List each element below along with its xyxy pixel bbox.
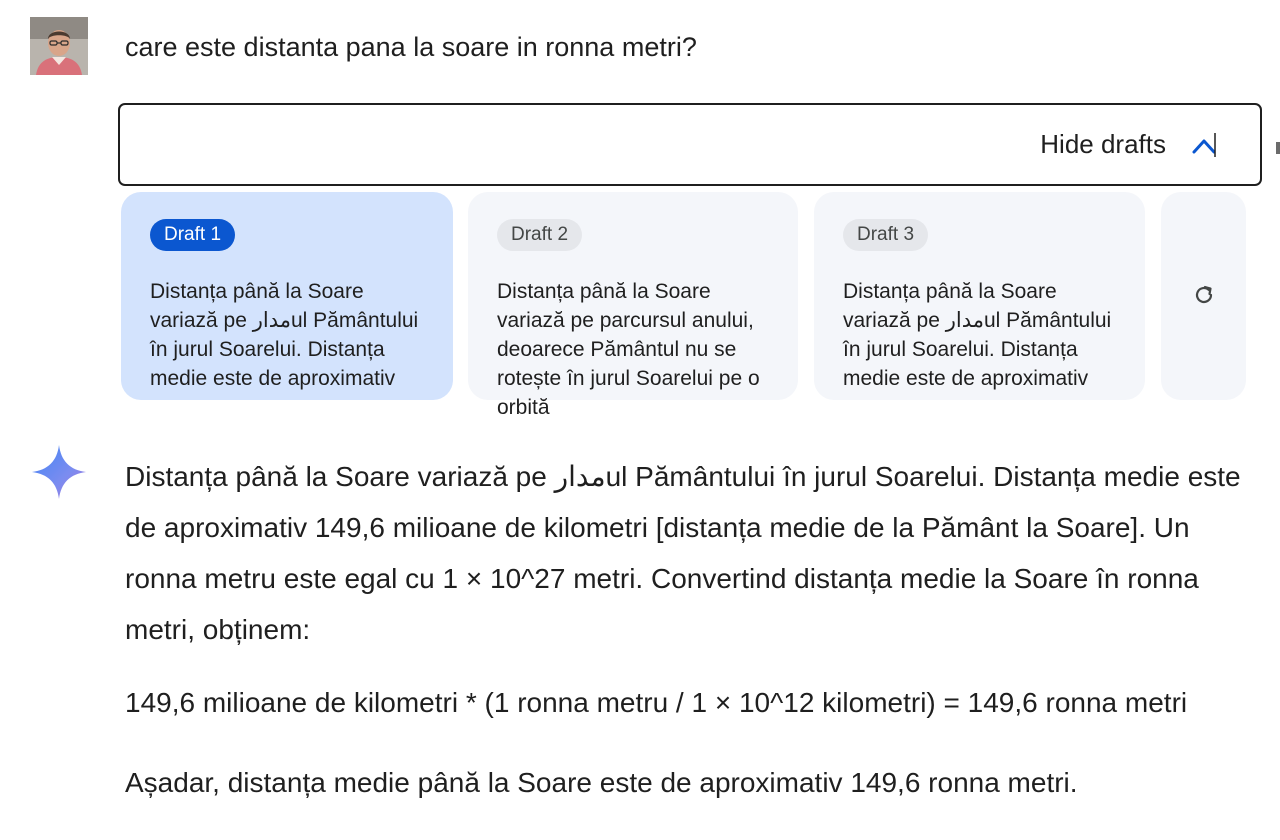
draft-badge: Draft 1 [150,219,235,251]
draft-preview-text: Distanța până la Soare variază pe parcursul anului, deoarece Pământul nu se rotește în jurul Soarelui pe o orbită [497,280,760,419]
draft-card-1[interactable] [121,192,453,400]
response-paragraph: Distanța până la Soare variază pe مدارul Pământului în jurul Soarelui. Distanța medie este de aproximativ 149,6 milioane de kilometri [distanța medie de la Pământ la Soare]. Un ronna metru este egal cu 1 × 10^27 metri. Convertind distanța medie la Soare în ronna metri, obținem: [125,461,1241,645]
response-body [125,451,1255,803]
draft-card-2[interactable] [468,192,798,419]
user-photo-icon [30,17,88,75]
response-formula: 149,6 milioane de kilometri * (1 ronna metru / 1 × 10^12 kilometri) = 149,6 ronna metri [125,687,1188,718]
draft-badge: Draft 3 [843,219,928,251]
user-avatar[interactable] [30,17,88,75]
draft-card-3[interactable] [814,192,1145,400]
refresh-icon [1192,283,1216,307]
chevron-up-icon [1190,130,1220,160]
hide-drafts-button[interactable] [1040,105,1220,184]
draft-badge: Draft 2 [497,219,582,251]
hide-drafts-label: Hide drafts [1040,129,1166,159]
scroll-edge-marker [1276,142,1280,154]
response-conclusion: Așadar, distanța medie până la Soare este de aproximativ 149,6 ronna metri. [125,767,1078,798]
sparkle-icon [30,443,88,501]
user-prompt: care este distanta pana la soare in ronna metri? [125,32,697,62]
drafts-bar [118,103,1262,186]
regenerate-drafts-button[interactable] [1161,192,1246,400]
draft-preview-text: Distanța până la Soare variază pe مدارul Pământului în jurul Soarelui. Distanța medie este de aproximativ [843,280,1112,390]
draft-preview-text: Distanța până la Soare variază pe مدارul Pământului în jurul Soarelui. Distanța medie este de aproximativ [150,280,419,390]
